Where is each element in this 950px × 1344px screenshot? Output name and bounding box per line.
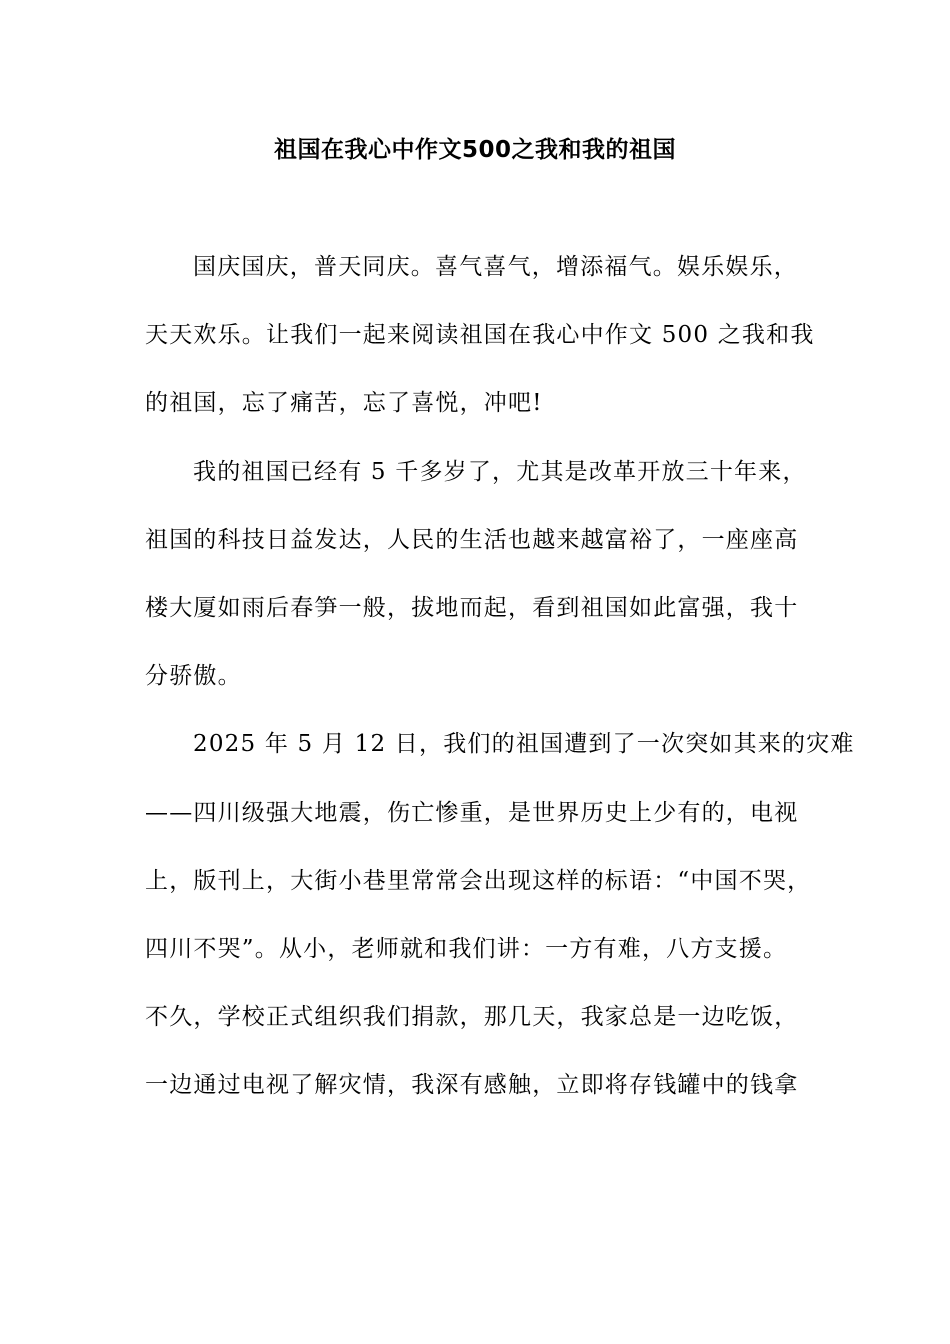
body-line: 祖国的科技日益发达，人民的生活也越来越富裕了，一座座高 <box>145 526 799 553</box>
body-line: 一边通过电视了解灾情，我深有感触，立即将存钱罐中的钱拿 <box>145 1072 799 1099</box>
body-line: 四川不哭”。从小，老师就和我们讲：一方有难，八方支援。 <box>145 935 788 962</box>
body-line: 不久，学校正式组织我们捐款，那几天，我家总是一边吃饭， <box>145 1004 799 1031</box>
body-line: 2025 年 5 月 12 日，我们的祖国遭到了一次突如其来的灾难 <box>193 731 855 758</box>
document-title: 祖国在我心中作文500之我和我的祖国 <box>273 137 676 163</box>
body-line: 我的祖国已经有 5 千多岁了，尤其是改革开放三十年来， <box>193 458 807 485</box>
document-body <box>145 249 855 1135</box>
body-line: 天天欢乐。让我们一起来阅读祖国在我心中作文 500 之我和我 <box>145 322 815 349</box>
body-line: 分骄傲。 <box>145 663 242 690</box>
body-line: ——四川级强大地震，伤亡惨重，是世界历史上少有的，电视 <box>145 799 799 826</box>
body-line: 的祖国，忘了痛苦，忘了喜悦，冲吧! <box>145 390 543 417</box>
body-line: 楼大厦如雨后春笋一般，拔地而起，看到祖国如此富强，我十 <box>145 594 799 621</box>
body-line: 国庆国庆，普天同庆。喜气喜气，增添福气。娱乐娱乐， <box>193 254 798 280</box>
body-line: 上，版刊上，大街小巷里常常会出现这样的标语：“中国不哭， <box>145 867 812 894</box>
